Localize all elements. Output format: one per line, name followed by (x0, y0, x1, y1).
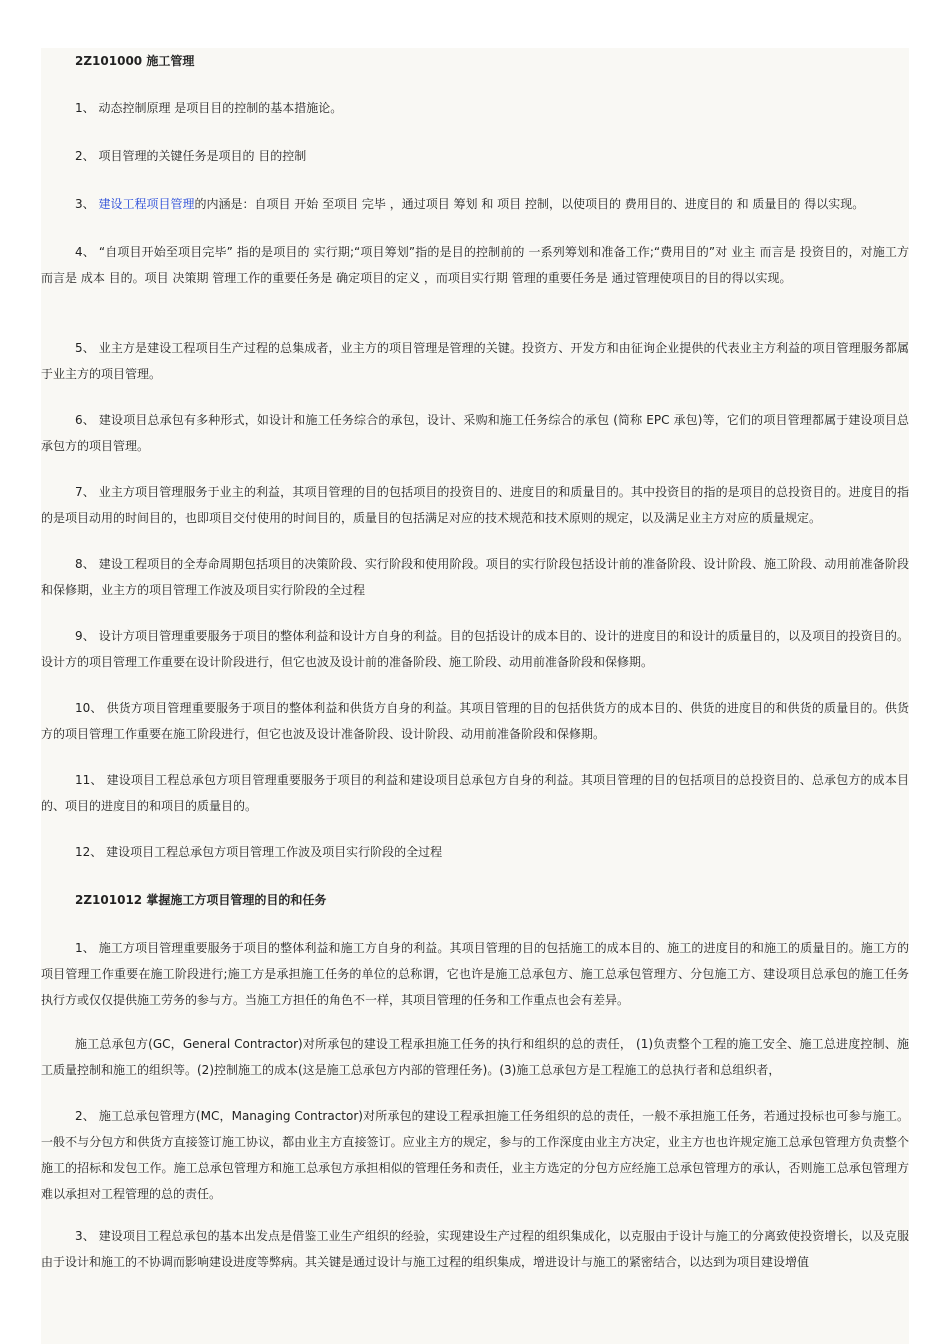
item-2: 2、 项目管理的关键任务是项目的 目的控制 (75, 149, 307, 163)
item-9: 9、 设计方项目管理重要服务于项目的整体利益和设计方自身的利益。目的包括设计的成本目的、设计的进度目的和设计的质量目的，以及项目的投资目的。设计方的项目管理工作重要在设计阶段进行，但它也波及设计前的准备阶段、施工阶段、动用前准备阶段和保修期。 (41, 629, 909, 669)
item-10: 10、 供货方项目管理重要服务于项目的整体利益和供货方自身的利益。其项目管理的目的包括供货方的成本目的、供货的进度目的和供货的质量目的。供货方的项目管理工作重要在施工阶段进行，但它也波及设计准备阶段、设计阶段、动用前准备阶段和保修期。 (41, 701, 909, 741)
section-heading-1: 2Z101000 施工管理 (75, 54, 195, 68)
item-6: 6、 建设项目总承包有多种形式，如设计和施工任务综合的承包，设计、采购和施工任务综合的承包 (简称 EPC 承包)等，它们的项目管理都属于建设项目总承包方的项目管理。 (41, 413, 909, 453)
document-page (41, 48, 909, 1344)
item-3 (41, 191, 909, 217)
item-3-prefix: 3、 (75, 197, 99, 211)
item-12: 12、 建设项目工程总承包方项目管理工作波及项目实行阶段的全过程 (75, 845, 443, 859)
project-management-link[interactable]: 建设工程项目管理 (98, 197, 195, 211)
item-3-text: 的内涵是：自项目 开始 至项目 完毕 ，通过项目 筹划 和 项目 控制，以使项目的 费用目的、进度目的 和 质量目的 得以实现。 (194, 197, 865, 211)
item-1: 1、 动态控制原理 是项目目的控制的基本措施论。 (75, 101, 343, 115)
item-8: 8、 建设工程项目的全寿命周期包括项目的决策阶段、实行阶段和使用阶段。项目的实行阶段包括设计前的准备阶段、设计阶段、施工阶段、动用前准备阶段和保修期，业主方的项目管理工作波及项目实行阶段的全过程 (41, 557, 909, 597)
item-7: 7、 业主方项目管理服务于业主的利益，其项目管理的目的包括项目的投资目的、进度目的和质量目的。其中投资目的指的是项目的总投资目的。进度目的指的是项目动用的时间目的，也即项目交付使用的时间目的，质量目的包括满足对应的技术规范和技术原则的规定，以及满足业主方对应的质量规定。 (41, 485, 909, 525)
item-11: 11、 建设项目工程总承包方项目管理重要服务于项目的利益和建设项目总承包方自身的利益。其项目管理的目的包括项目的总投资目的、总承包方的成本目的、项目的进度目的和项目的质量目的。 (41, 773, 909, 813)
section-2-gc-paragraph: 施工总承包方(GC，General Contractor)对所承包的建设工程承担施工任务的执行和组织的总的责任， (1)负责整个工程的施工安全、施工总进度控制、施工质量控制和施工的组织等。(2)控制施工的成本(这是施工总承包方内部的管理任务)。(3)施工总承包方是工程施工的总执行者和总组织者， (41, 1037, 909, 1077)
section-2-item-3: 3、 建设项目工程总承包的基本出发点是借鉴工业生产组织的经验，实现建设生产过程的组织集成化，以克服由于设计与施工的分离致使投资增长，以及克服由于设计和施工的不协调而影响建设进度等弊病。其关键是通过设计与施工过程的组织集成，增进设计与施工的紧密结合，以达到为项目建设增值 (41, 1229, 909, 1269)
section-2-item-1: 1、 施工方项目管理重要服务于项目的整体利益和施工方自身的利益。其项目管理的目的包括施工的成本目的、施工的进度目的和施工的质量目的。施工方的项目管理工作重要在施工阶段进行;施工方是承担施工任务的单位的总称谓，它也许是施工总承包方、施工总承包管理方、分包施工方、建设项目总承包的施工任务执行方或仅仅提供施工劳务的参与方。当施工方担任的角色不一样，其项目管理的任务和工作重点也会有差异。 (41, 941, 909, 1007)
item-4: 4、 “自项目开始至项目完毕” 指的是项目的 实行期;“项目筹划”指的是目的控制前的 一系列筹划和准备工作;“费用目的”对 业主 而言是 投资目的，对施工方而言是 成本 目的。项目 决策期 管理工作的重要任务是 确定项目的定义 ，而项目实行期 管理的重要任务是 通过管理使项目的目的得以实现。 (41, 245, 909, 285)
section-2-item-2: 2、 施工总承包管理方(MC，Managing Contractor)对所承包的建设工程承担施工任务组织的总的责任，一般不承担施工任务，若通过投标也可参与施工。一般不与分包方和供货方直接签订施工协议，都由业主方直接签订。应业主方的规定，参与的工作深度由业主方决定，业主方也也许规定施工总承包管理方负责整个施工的招标和发包工作。施工总承包管理方和施工总承包方承担相似的管理任务和责任，业主方选定的分包方应经施工总承包管理方的承认，否则施工总承包管理方难以承担对工程管理的总的责任。 (41, 1109, 909, 1201)
section-heading-2: 2Z101012 掌握施工方项目管理的目的和任务 (75, 893, 327, 907)
item-5: 5、 业主方是建设工程项目生产过程的总集成者，业主方的项目管理是管理的关键。投资方、开发方和由征询企业提供的代表业主方利益的项目管理服务都属于业主方的项目管理。 (41, 341, 909, 381)
